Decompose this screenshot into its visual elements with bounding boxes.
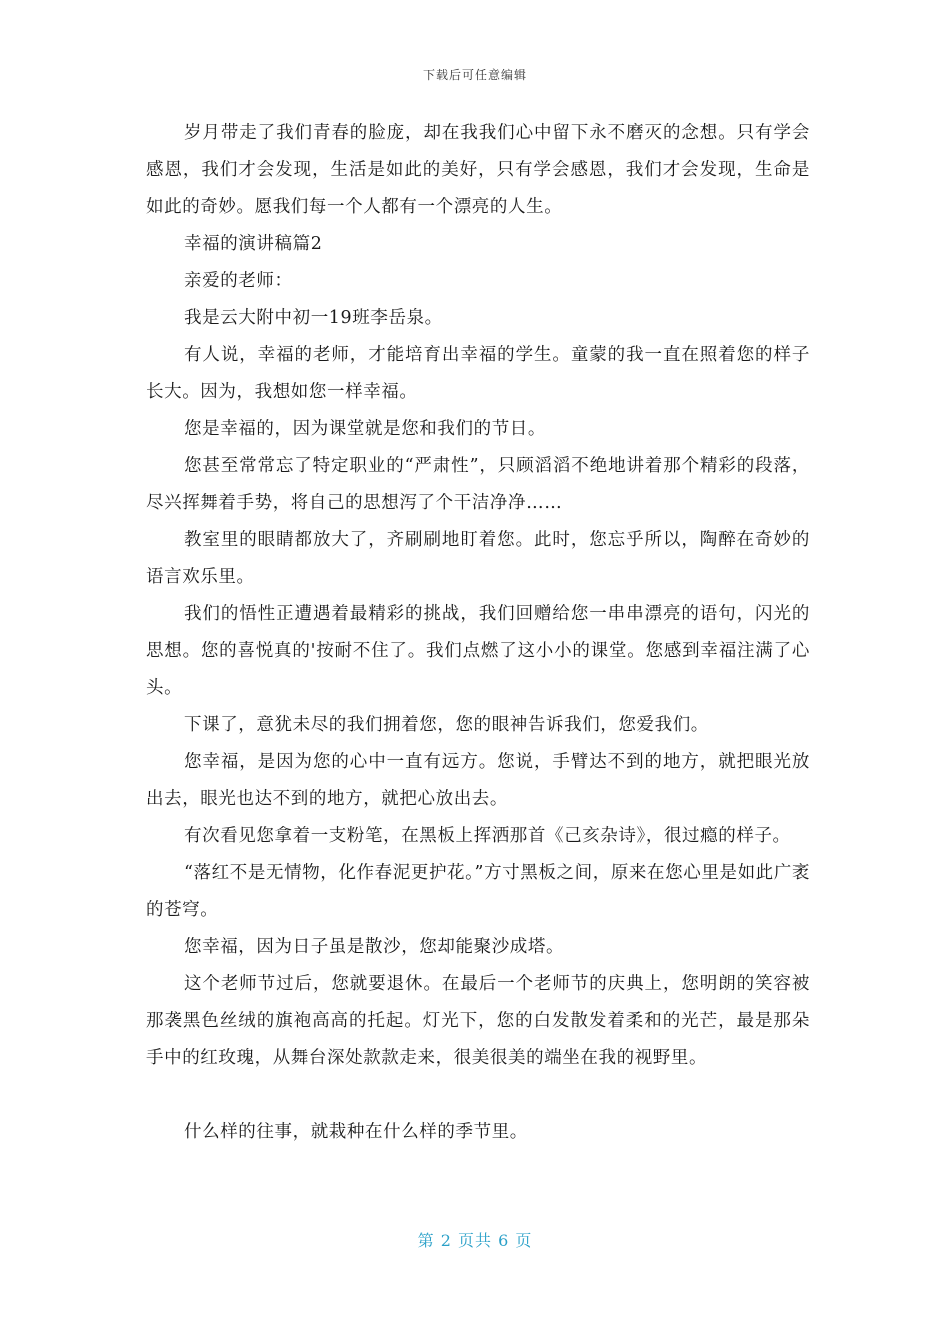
paragraph: 您甚至常常忘了特定职业的“严肃性”，只顾滔滔不绝地讲着那个精彩的段落，尽兴挥舞着手势，将自己的思想泻了个干洁净净……	[146, 456, 810, 513]
paragraph: 有次看见您拿着一支粉笔，在黑板上挥洒那首《己亥杂诗》，很过瘾的样子。	[184, 826, 791, 846]
salutation: 亲爱的老师：	[184, 271, 293, 291]
poem-quote-paragraph: “落红不是无情物，化作春泥更护花。”方寸黑板之间，原来在您心里是如此广袤的苍穹。	[146, 863, 810, 920]
page-header: 下载后可任意编辑	[422, 68, 527, 82]
paragraph: 您幸福，因为日子虽是散沙，您却能聚沙成塔。	[184, 937, 565, 957]
paragraph: 您幸福，是因为您的心中一直有远方。您说，手臂达不到的地方，就把眼光放出去，眼光也达不到的地方，就把心放出去。	[146, 752, 810, 809]
paragraph: 教室里的眼睛都放大了，齐刷刷地盯着您。此时，您忘乎所以，陶醉在奇妙的语言欢乐里。	[146, 530, 810, 587]
paragraph: 岁月带走了我们青春的脸庞，却在我我们心中留下永不磨灭的念想。只有学会感恩，我们才会发现，生活是如此的美好，只有学会感恩，我们才会发现，生命是如此的奇妙。愿我们每一个人都有一个漂亮的人生。	[146, 123, 810, 217]
document-body	[146, 115, 810, 1151]
section-title: 幸福的演讲稿篇2	[184, 234, 323, 254]
paragraph: 下课了，意犹未尽的我们拥着您，您的眼神告诉我们，您爱我们。	[184, 715, 709, 735]
paragraph: 我是云大附中初一19班李岳泉。	[184, 308, 443, 328]
page-number-footer: 第 2 页共 6 页	[417, 1231, 533, 1250]
paragraph: 什么样的往事，就栽种在什么样的季节里。	[184, 1122, 528, 1142]
paragraph: 我们的悟性正遭遇着最精彩的挑战，我们回赠给您一串串漂亮的语句，闪光的思想。您的喜悦真的'按耐不住了。我们点燃了这小小的课堂。您感到幸福注满了心头。	[146, 604, 810, 698]
paragraph: 这个老师节过后，您就要退休。在最后一个老师节的庆典上，您明朗的笑容被那袭黑色丝绒的旗袍高高的托起。灯光下，您的白发散发着柔和的光芒，最是那朵手中的红玫瑰，从舞台深处款款走来，很美很美的端坐在我的视野里。	[146, 974, 810, 1068]
paragraph: 您是幸福的，因为课堂就是您和我们的节日。	[184, 419, 546, 439]
paragraph: 有人说，幸福的老师，才能培育出幸福的学生。童蒙的我一直在照着您的样子长大。因为，我想如您一样幸福。	[146, 345, 810, 402]
